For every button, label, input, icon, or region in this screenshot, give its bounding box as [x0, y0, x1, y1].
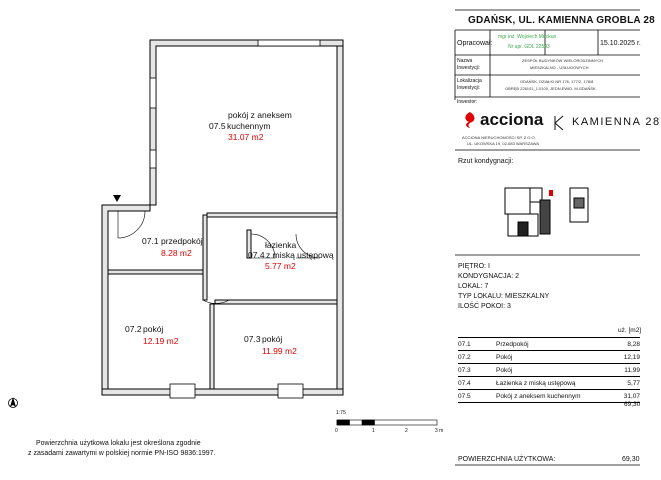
author-stamp-line1: mgr inż. Wojciech Meckun	[498, 34, 557, 40]
table-row	[458, 364, 640, 377]
scale-tick-2: 2	[405, 428, 408, 434]
row-area: 8,28	[616, 338, 640, 351]
kamienna-logo-icon	[553, 115, 565, 131]
detail-kondygnacja: KONDYGNACJA: 2	[458, 273, 520, 280]
table-sum: 69,30	[624, 401, 641, 408]
kamienna-logo: KAMIENNA 28	[572, 116, 661, 128]
scale-tick-0: 0	[335, 428, 338, 434]
inwestor-label: Inwestor:	[457, 99, 478, 105]
room-3-area: 11.99 m2	[262, 346, 297, 356]
scale-bar	[337, 420, 437, 425]
detail-lokal: LOKAL: 7	[458, 283, 489, 290]
acciona-logo-icon	[463, 111, 478, 129]
inwestycja-line2: MIESZKALNO - USŁUGOWYCH	[530, 65, 589, 70]
total-area-label: POWIERZCHNIA UŻYTKOWA:	[458, 456, 556, 463]
total-area-value: 69,30	[622, 456, 640, 463]
table-row	[458, 377, 640, 390]
room-5-name-a: pokój z aneksem	[228, 110, 292, 120]
row-no: 07.1	[458, 338, 496, 351]
row-name: Łazienka z miską ustępową	[496, 377, 616, 390]
area-note-line2: z zasadami zawartymi w polskiej normie PN-ISO 9836:1997.	[28, 450, 216, 457]
room-4-name-b: z miską ustępową	[266, 250, 334, 260]
table-row	[458, 338, 640, 351]
entrance-arrow	[113, 195, 121, 202]
row-name: Pokój z aneksem kuchennym	[496, 390, 616, 403]
detail-typ: TYP LOKALU: MIESZKALNY	[458, 293, 550, 300]
row-no: 07.3	[458, 364, 496, 377]
room-table	[458, 338, 640, 403]
row-name: Pokój	[496, 364, 616, 377]
room-4-no: 07.4	[248, 250, 265, 260]
room-3-no: 07.3	[244, 334, 261, 344]
acciona-sub2: UL. UKOWSKA 19, 02-683 WARSZAWA	[467, 141, 540, 146]
room-2-name: pokój	[143, 324, 164, 334]
row-area: 12,19	[616, 351, 640, 364]
table-unit-header: uż. [m2]	[618, 327, 642, 334]
row-name: Przedpokój	[496, 338, 616, 351]
room-5-area: 31.07 m2	[228, 132, 264, 142]
rzut-label: Rzut kondygnacji:	[458, 158, 514, 165]
lokalizacja-line1: GDAŃSK, DZIAŁKI NR 176, 177/2, 178/8	[520, 79, 594, 84]
floor-plan	[102, 40, 343, 395]
building-thumbnail	[505, 188, 588, 236]
scale-ratio: 1:75	[336, 410, 346, 416]
inwestycja-line1: ZESPÓŁ BUDYNKÓW WIELORODZINNYCH	[522, 58, 604, 63]
north-arrow	[9, 397, 18, 408]
row-no: 07.5	[458, 390, 496, 403]
room-4-area: 5.77 m2	[265, 261, 296, 271]
room-1-no: 07.1	[142, 236, 159, 246]
table-row	[458, 390, 640, 403]
project-title: GDAŃSK, UL. KAMIENNA GROBLA 28	[468, 15, 655, 26]
acciona-sub1: ACCIONA NIERUCHOMOŚCI SP. Z O.O.	[462, 135, 536, 140]
row-no: 07.4	[458, 377, 496, 390]
inwestycja-label: Nazwa Inwestycji:	[457, 58, 481, 71]
detail-pokoje: ILOŚĆ POKOI: 3	[458, 303, 511, 310]
detail-pietro: PIĘTRO: I	[458, 263, 490, 270]
row-no: 07.2	[458, 351, 496, 364]
lokalizacja-line2: OBRĘB 226101_1.0100, JEDN.EWID. M.GDAŃSK	[505, 86, 596, 91]
row-area: 5,77	[616, 377, 640, 390]
area-note-line1: Powierzchnia użytkowa lokalu jest określona zgodnie	[36, 440, 201, 447]
lokalizacja-label: Lokalizacja Inwestycji:	[457, 78, 482, 91]
opracowal-label: Opracował:	[457, 40, 493, 47]
row-area: 31,07	[616, 390, 640, 403]
room-3-name: pokój	[262, 334, 283, 344]
room-2-no: 07.2	[125, 324, 142, 334]
room-5-name-b: kuchennym	[227, 121, 271, 131]
document-date: 15.10.2025 r.	[600, 40, 641, 47]
scale-tick-3: 3 m	[435, 428, 444, 434]
row-name: Pokój	[496, 351, 616, 364]
room-1-area: 8.28 m2	[161, 248, 192, 258]
author-stamp-line2: Nr upr. GDL 22543	[508, 44, 550, 50]
row-area: 11,99	[616, 364, 640, 377]
table-row	[458, 351, 640, 364]
room-4-name-a: łazienka	[265, 240, 297, 250]
scale-tick-1: 1	[372, 428, 375, 434]
room-1-name: przedpokój	[161, 236, 203, 246]
room-2-area: 12.19 m2	[143, 336, 179, 346]
acciona-logo: acciona	[480, 110, 544, 129]
room-5-no: 07.5	[209, 121, 226, 131]
